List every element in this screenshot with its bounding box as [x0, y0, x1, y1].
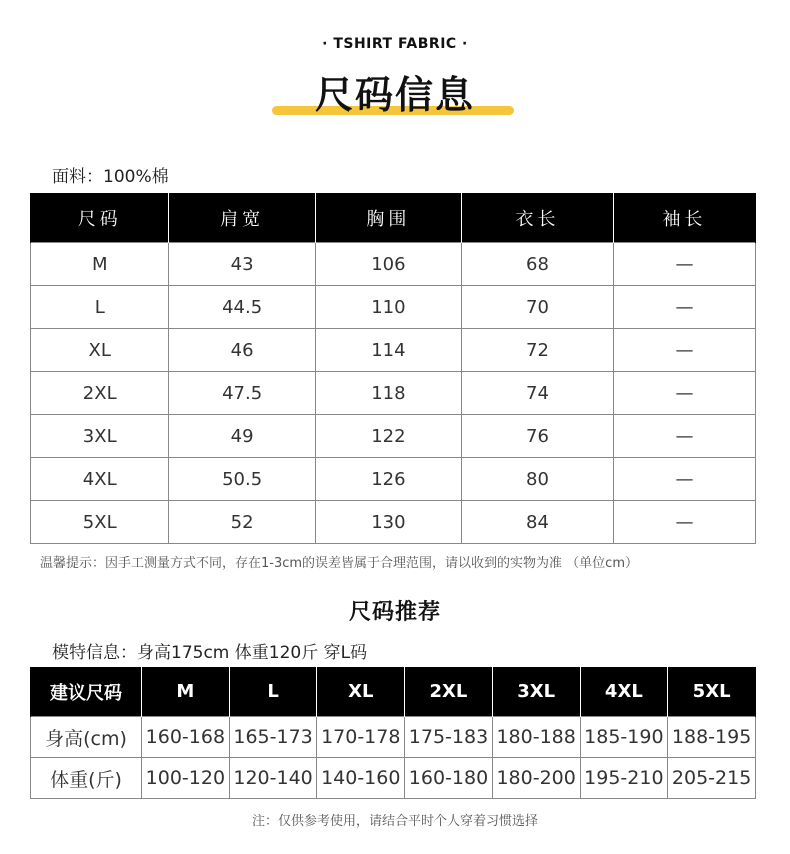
cell-sleeve: —	[613, 415, 755, 458]
cell-weight: 140-160	[317, 758, 405, 799]
cell-size: 2XL	[31, 372, 169, 415]
page-title: 尺码信息	[314, 73, 475, 117]
header-size-m: M	[142, 667, 230, 717]
header-size: 尺码	[31, 193, 169, 243]
table-row	[31, 717, 756, 758]
header-size-xl: XL	[317, 667, 405, 717]
measurement-note: 温馨提示：因手工测量方式不同，存在1-3cm的误差皆属于合理范围，请以收到的实物为准 （单位cm）	[40, 556, 638, 571]
table-row	[31, 415, 756, 458]
table-row	[31, 286, 756, 329]
table-row	[31, 372, 756, 415]
cell-chest: 126	[315, 458, 461, 501]
cell-weight: 120-140	[229, 758, 317, 799]
cell-weight: 160-180	[405, 758, 493, 799]
table-row	[31, 758, 756, 799]
cell-shoulder: 46	[169, 329, 315, 372]
fabric-info: 面料：100%棉	[52, 167, 169, 187]
table-row	[31, 243, 756, 286]
cell-length: 68	[462, 243, 614, 286]
cell-sleeve: —	[613, 501, 755, 544]
cell-chest: 130	[315, 501, 461, 544]
usage-note: 注：仅供参考使用，请结合平时个人穿着习惯选择	[251, 814, 538, 829]
table-row	[31, 329, 756, 372]
header-sleeve: 袖长	[613, 193, 755, 243]
recommend-table	[30, 667, 756, 799]
cell-chest: 106	[315, 243, 461, 286]
table-row	[31, 458, 756, 501]
model-info: 模特信息：身高175cm 体重120斤 穿L码	[52, 643, 368, 663]
cell-size: 3XL	[31, 415, 169, 458]
cell-length: 76	[462, 415, 614, 458]
cell-length: 72	[462, 329, 614, 372]
cell-weight: 180-200	[492, 758, 580, 799]
cell-chest: 110	[315, 286, 461, 329]
title-block	[0, 64, 790, 124]
cell-chest: 122	[315, 415, 461, 458]
table-row	[31, 501, 756, 544]
header-size-3xl: 3XL	[492, 667, 580, 717]
recommend-table-header	[31, 667, 756, 717]
row-label-height: 身高(cm)	[31, 717, 142, 758]
cell-length: 74	[462, 372, 614, 415]
header-chest: 胸围	[315, 193, 461, 243]
cell-sleeve: —	[613, 286, 755, 329]
header-size-5xl: 5XL	[668, 667, 756, 717]
cell-height: 188-195	[668, 717, 756, 758]
cell-length: 70	[462, 286, 614, 329]
cell-weight: 100-120	[142, 758, 230, 799]
row-label-weight: 体重(斤)	[31, 758, 142, 799]
cell-chest: 118	[315, 372, 461, 415]
header-suggested-size: 建议尺码	[31, 667, 142, 717]
section-subtitle: · TSHIRT FABRIC ·	[322, 36, 468, 52]
size-table-header	[31, 193, 756, 243]
cell-length: 80	[462, 458, 614, 501]
cell-size: XL	[31, 329, 169, 372]
cell-size: 4XL	[31, 458, 169, 501]
cell-chest: 114	[315, 329, 461, 372]
cell-sleeve: —	[613, 372, 755, 415]
cell-height: 185-190	[580, 717, 668, 758]
size-table	[30, 193, 756, 544]
cell-sleeve: —	[613, 329, 755, 372]
cell-weight: 195-210	[580, 758, 668, 799]
header-size-4xl: 4XL	[580, 667, 668, 717]
cell-height: 170-178	[317, 717, 405, 758]
cell-height: 160-168	[142, 717, 230, 758]
header-size-l: L	[229, 667, 317, 717]
cell-height: 175-183	[405, 717, 493, 758]
cell-shoulder: 44.5	[169, 286, 315, 329]
cell-shoulder: 50.5	[169, 458, 315, 501]
cell-shoulder: 52	[169, 501, 315, 544]
cell-shoulder: 43	[169, 243, 315, 286]
cell-weight: 205-215	[668, 758, 756, 799]
cell-shoulder: 49	[169, 415, 315, 458]
cell-sleeve: —	[613, 243, 755, 286]
recommend-title: 尺码推荐	[348, 600, 441, 625]
cell-sleeve: —	[613, 458, 755, 501]
cell-height: 180-188	[492, 717, 580, 758]
header-length: 衣长	[462, 193, 614, 243]
cell-height: 165-173	[229, 717, 317, 758]
cell-size: M	[31, 243, 169, 286]
header-size-2xl: 2XL	[405, 667, 493, 717]
cell-size: L	[31, 286, 169, 329]
cell-size: 5XL	[31, 501, 169, 544]
cell-length: 84	[462, 501, 614, 544]
cell-shoulder: 47.5	[169, 372, 315, 415]
header-shoulder: 肩宽	[169, 193, 315, 243]
